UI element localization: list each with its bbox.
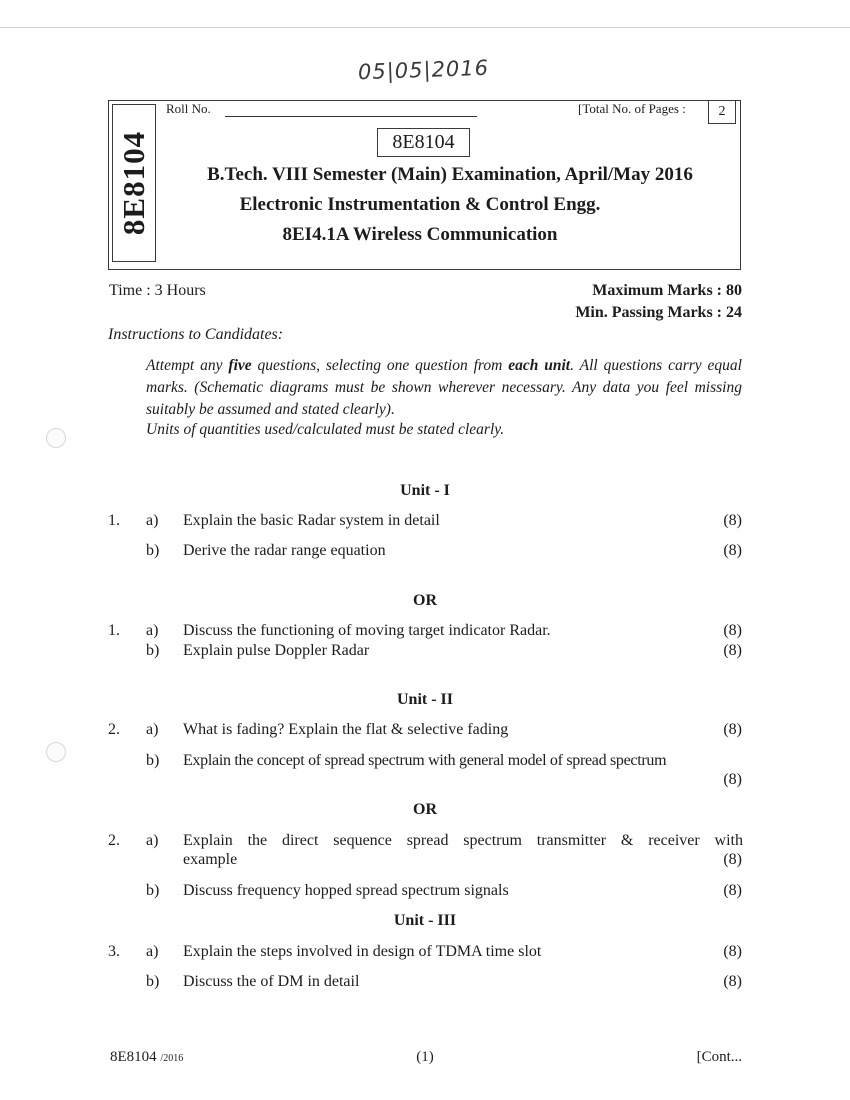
question-part: a) xyxy=(146,943,159,960)
question-text-continued: example xyxy=(183,851,238,868)
question-part: b) xyxy=(146,752,160,769)
question-number: 1. xyxy=(108,512,120,529)
question-marks: (8) xyxy=(723,771,742,788)
maximum-marks: Maximum Marks : 80 xyxy=(592,282,742,299)
or-separator: OR xyxy=(413,801,437,818)
question-part: a) xyxy=(146,622,159,639)
continued-note: [Cont... xyxy=(696,1049,742,1065)
subject-title: 8EI4.1A Wireless Communication xyxy=(282,224,558,245)
scan-edge-line xyxy=(0,27,850,28)
or-separator: OR xyxy=(413,592,437,609)
instructions-units-note: Units of quantities used/calculated must be stated clearly. xyxy=(146,421,505,438)
unit-heading: Unit - I xyxy=(400,482,450,499)
question-text: Discuss frequency hopped spread spectrum signals xyxy=(183,882,509,899)
question-text: Explain the concept of spread spectrum with general model of spread spectrum xyxy=(183,752,667,769)
question-marks: (8) xyxy=(723,882,742,899)
exam-title: B.Tech. VIII Semester (Main) Examination, April/May 2016 xyxy=(207,164,693,185)
question-text: Discuss the of DM in detail xyxy=(183,973,360,990)
question-marks: (8) xyxy=(723,851,742,868)
question-marks: (8) xyxy=(723,642,742,659)
question-part: b) xyxy=(146,882,160,899)
question-text: Explain the steps involved in design of TDMA time slot xyxy=(183,943,542,960)
question-marks: (8) xyxy=(723,943,742,960)
question-text: Explain pulse Doppler Radar xyxy=(183,642,370,659)
question-marks: (8) xyxy=(723,973,742,990)
punch-hole xyxy=(46,742,66,762)
question-marks: (8) xyxy=(723,721,742,738)
question-part: b) xyxy=(146,642,160,659)
question-text: What is fading? Explain the flat & selective fading xyxy=(183,721,509,738)
footer-year: /2016 xyxy=(160,1053,184,1064)
total-pages-value: 2 xyxy=(708,100,736,124)
question-part: a) xyxy=(146,512,159,529)
question-number: 2. xyxy=(108,721,120,738)
unit-heading: Unit - III xyxy=(393,912,457,929)
branch-title: Electronic Instrumentation & Control Engg. xyxy=(239,194,601,215)
punch-hole xyxy=(46,428,66,448)
question-marks: (8) xyxy=(723,512,742,529)
question-text: Derive the radar range equation xyxy=(183,542,386,559)
question-number: 3. xyxy=(108,943,120,960)
instructions-text: Attempt any five questions, selecting one question from each unit. All questions carry equal marks. (Schematic diagrams must be shown wherever necessary. Any data you feel missing suitably be assumed and stated clearly). xyxy=(146,357,742,418)
question-number: 2. xyxy=(108,832,120,849)
question-part: b) xyxy=(146,542,160,559)
roll-no-label: Roll No. xyxy=(166,101,211,116)
roll-no-line xyxy=(225,116,477,117)
instructions-title: Instructions to Candidates: xyxy=(108,326,284,343)
question-number: 1. xyxy=(108,622,120,639)
question-text: Discuss the functioning of moving target indicator Radar. xyxy=(183,622,551,639)
min-passing-marks: Min. Passing Marks : 24 xyxy=(575,304,742,321)
question-marks: (8) xyxy=(723,622,742,639)
handwritten-date: 05|05|2016 xyxy=(357,55,490,85)
total-pages-label: [Total No. of Pages : xyxy=(578,101,686,116)
paper-code: 8E8104 xyxy=(377,128,470,157)
question-part: a) xyxy=(146,832,159,849)
question-text: Explain the basic Radar system in detail xyxy=(183,512,440,529)
side-paper-code: 8E8104 xyxy=(112,104,156,262)
question-part: b) xyxy=(146,973,160,990)
time-allowed: Time : 3 Hours xyxy=(109,282,206,299)
page-number: (1) xyxy=(416,1049,434,1065)
question-marks: (8) xyxy=(723,542,742,559)
question-text: Explain the direct sequence spread spectrum transmitter & receiver with xyxy=(183,832,743,849)
question-part: a) xyxy=(146,721,159,738)
footer-paper-code: 8E8104 /2016 xyxy=(110,1049,184,1065)
unit-heading: Unit - II xyxy=(396,691,453,708)
